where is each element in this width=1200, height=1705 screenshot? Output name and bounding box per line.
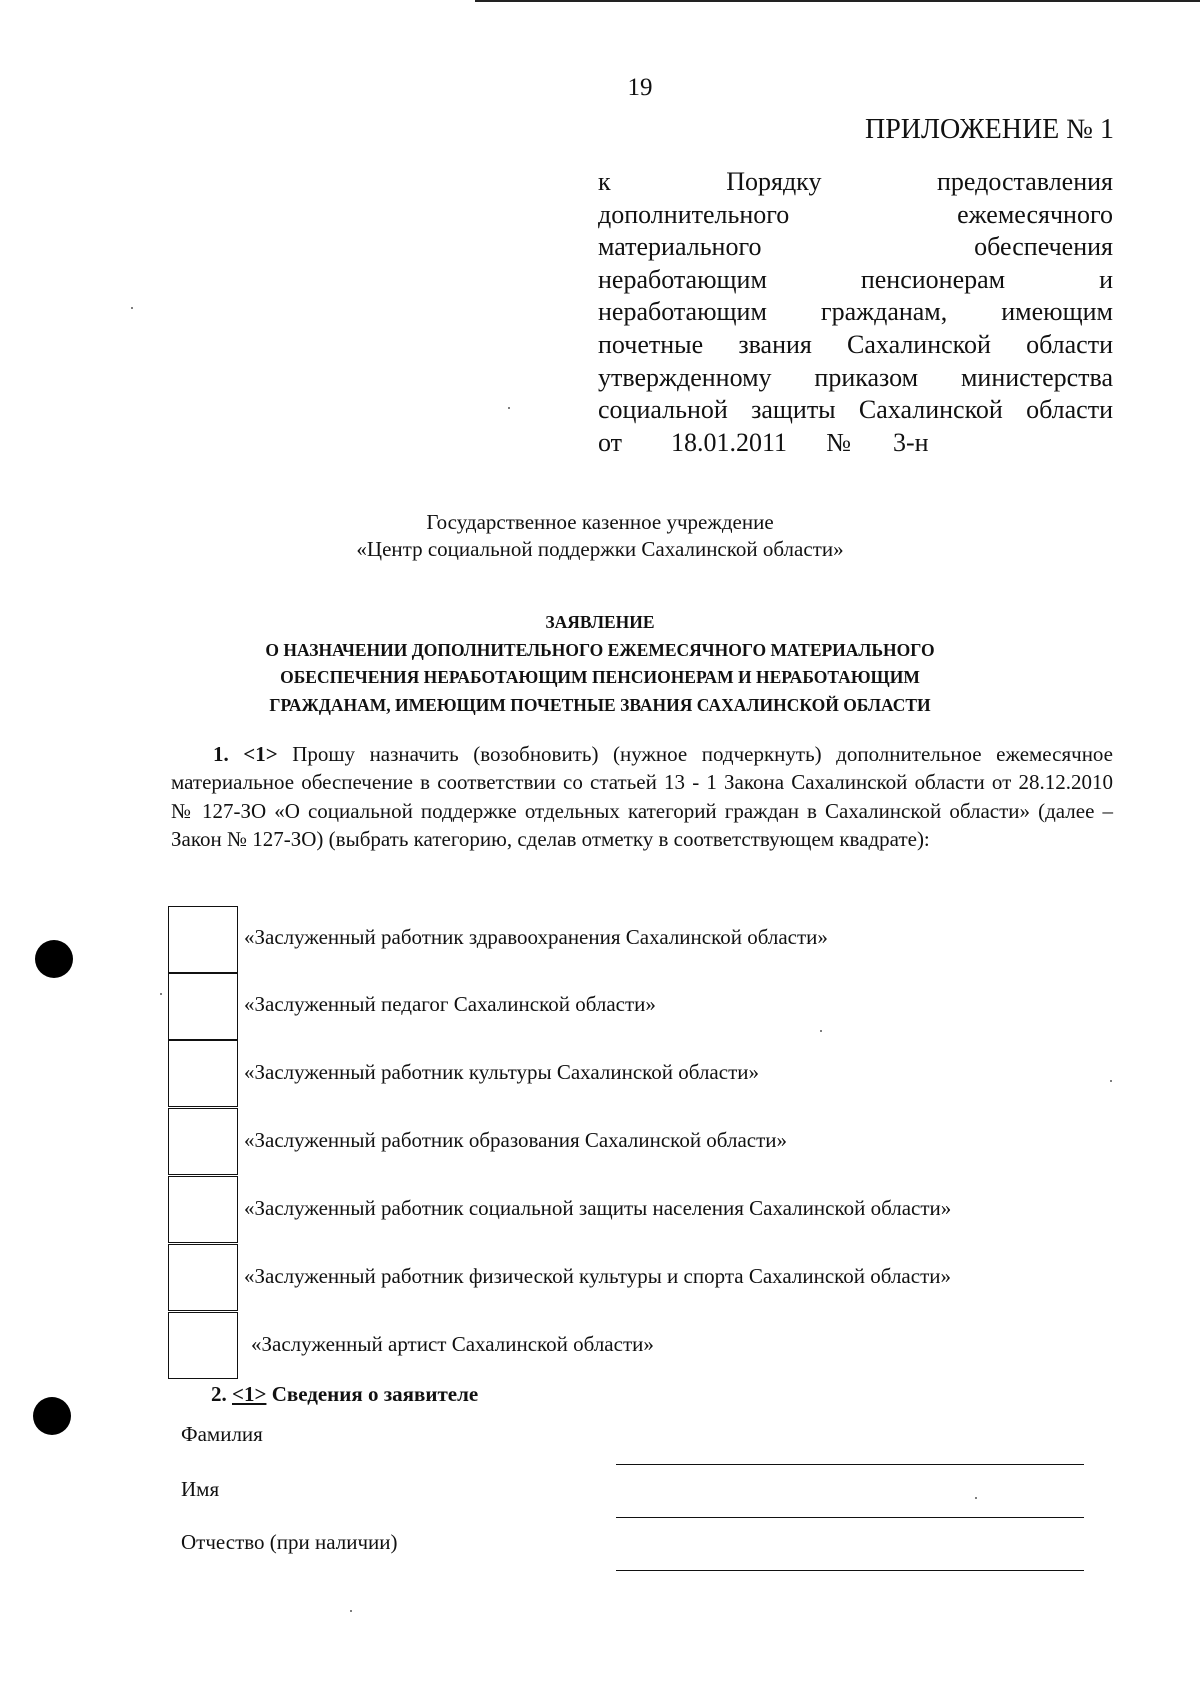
appendix-date-line xyxy=(598,427,1113,460)
section-2-heading xyxy=(211,1382,478,1407)
category-checkbox-healthcare[interactable] xyxy=(168,906,238,973)
appendix-line: дополнительного ежемесячного xyxy=(598,199,1113,229)
category-checkbox-teacher[interactable] xyxy=(168,973,238,1040)
appendix-line: неработающим гражданам, имеющим xyxy=(598,297,1113,327)
category-checkbox-sport[interactable] xyxy=(168,1244,238,1311)
section-1-text: Прошу назначить (возобновить) (нужное подчеркнуть) дополнительное ежемесячное материальное обеспечение в соответствии со статьей 13 - 1 Закона Сахалинской области от 28.12.2010 № 127-ЗО «О социальной поддержке отдельных категорий граждан в Сахалинской области» (далее – Закон № 127-ЗО) (выбрать категорию, сделав отметку в соответствующем квадрате): xyxy=(171,742,1114,852)
patronymic-field[interactable] xyxy=(616,1570,1084,1571)
appendix-line: утвержденному приказом министерства xyxy=(598,362,1113,392)
order-number: 3-н xyxy=(893,427,929,457)
appendix-reference xyxy=(598,166,1113,459)
scan-speck xyxy=(1110,1080,1112,1082)
order-date: 18.01.2011 xyxy=(671,427,788,457)
appendix-line: материального обеспечения xyxy=(598,232,1113,262)
surname-label: Фамилия xyxy=(181,1422,263,1446)
heading-line: ГРАЖДАНАМ, ИМЕЮЩИМ ПОЧЕТНЫЕ ЗВАНИЯ САХАЛИНСКОЙ ОБЛАСТИ xyxy=(269,694,931,715)
appendix-line: к Порядку предоставления xyxy=(598,167,1113,196)
heading-title: ЗАЯВЛЕНИЕ xyxy=(545,612,655,632)
category-checkbox-education[interactable] xyxy=(168,1108,238,1175)
name-label: Имя xyxy=(181,1477,220,1501)
scan-speck xyxy=(131,307,133,309)
category-label: «Заслуженный работник здравоохранения Сахалинской области» xyxy=(244,925,828,949)
scan-speck xyxy=(975,1497,977,1499)
patronymic-label: Отчество (при наличии) xyxy=(181,1530,398,1554)
category-label: «Заслуженный работник культуры Сахалинской области» xyxy=(244,1060,759,1084)
organization-line: «Центр социальной поддержки Сахалинской области» xyxy=(356,537,844,561)
hole-punch-bottom xyxy=(33,1397,71,1435)
section-2-ref: <1> xyxy=(232,1382,267,1406)
section-2-number: 2. xyxy=(211,1382,227,1406)
section-2-title: Сведения о заявителе xyxy=(271,1382,479,1406)
application-heading xyxy=(0,609,1200,719)
category-checkbox-artist[interactable] xyxy=(168,1312,238,1379)
category-checkbox-culture[interactable] xyxy=(168,1040,238,1107)
appendix-line: социальной защиты Сахалинской области xyxy=(598,395,1113,425)
organization-line: Государственное казенное учреждение xyxy=(426,510,774,534)
heading-line: О НАЗНАЧЕНИИ ДОПОЛНИТЕЛЬНОГО ЕЖЕМЕСЯЧНОГО МАТЕРИАЛЬНОГО xyxy=(265,639,935,660)
organization-name xyxy=(0,509,1200,563)
scan-speck xyxy=(160,993,162,995)
hole-punch-top xyxy=(35,940,73,978)
heading-line: ОБЕСПЕЧЕНИЯ НЕРАБОТАЮЩИМ ПЕНСИОНЕРАМ И НЕРАБОТАЮЩИМ xyxy=(280,667,920,687)
section-1-paragraph xyxy=(171,740,1113,854)
scan-speck xyxy=(350,1610,352,1612)
category-label: «Заслуженный работник социальной защиты населения Сахалинской области» xyxy=(244,1196,952,1220)
appendix-line: почетные звания Сахалинской области xyxy=(598,329,1113,359)
category-checkbox-social-protection[interactable] xyxy=(168,1176,238,1243)
scan-speck xyxy=(508,407,510,409)
scan-top-edge xyxy=(475,0,1200,2)
scan-speck xyxy=(820,1030,822,1032)
section-1-number: 1. <1> xyxy=(213,742,278,766)
surname-field[interactable] xyxy=(616,1464,1084,1465)
category-label: «Заслуженный работник физической культуры и спорта Сахалинской области» xyxy=(244,1264,951,1288)
page-number: 19 xyxy=(627,74,653,101)
category-label: «Заслуженный работник образования Сахалинской области» xyxy=(244,1128,788,1152)
date-prefix: от xyxy=(598,427,623,457)
name-field[interactable] xyxy=(616,1517,1084,1518)
category-label: «Заслуженный педагог Сахалинской области» xyxy=(244,992,656,1016)
number-sign: № xyxy=(826,427,851,457)
appendix-title: ПРИЛОЖЕНИЕ № 1 xyxy=(865,114,1114,145)
category-label: «Заслуженный артист Сахалинской области» xyxy=(251,1332,654,1356)
appendix-line: неработающим пенсионерам и xyxy=(598,264,1113,294)
